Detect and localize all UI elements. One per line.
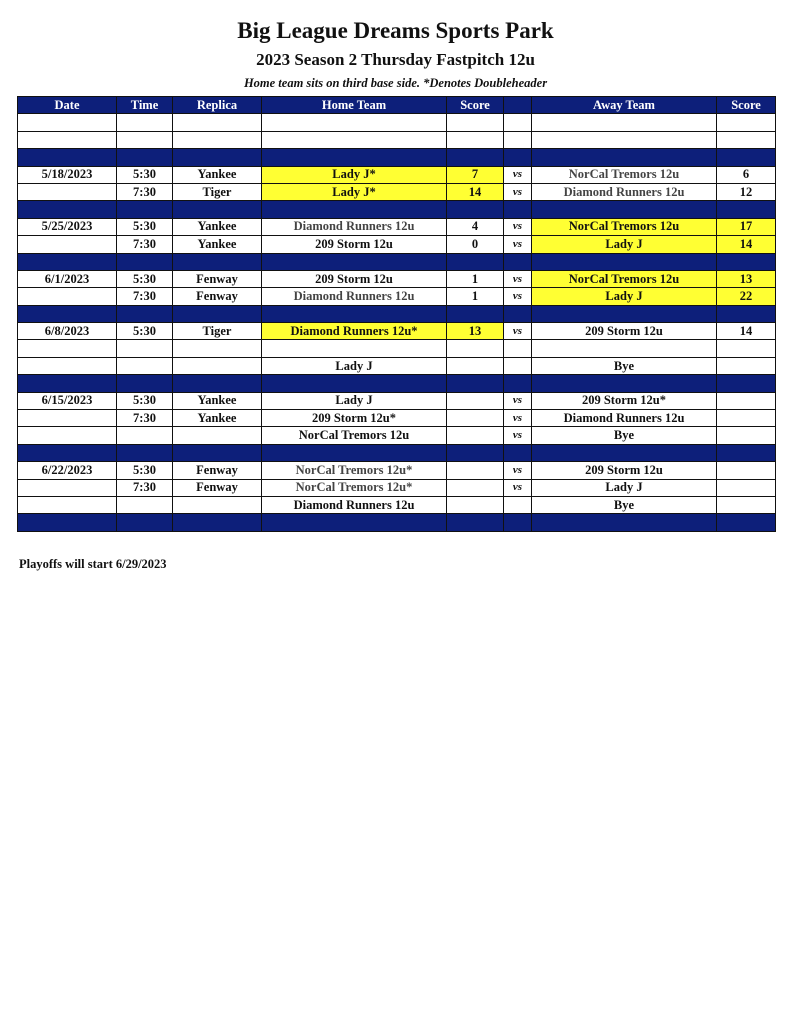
cell-home-team bbox=[262, 201, 447, 218]
playoffs-note: Playoffs will start 6/29/2023 bbox=[19, 557, 167, 571]
cell-away-team bbox=[532, 444, 717, 461]
cell-home-score bbox=[447, 410, 504, 427]
cell-vs bbox=[504, 496, 532, 513]
cell-date: 6/22/2023 bbox=[18, 462, 117, 479]
cell-home-score bbox=[447, 514, 504, 531]
cell-away-team: Bye bbox=[532, 357, 717, 374]
cell-date bbox=[18, 427, 117, 444]
cell-replica: Yankee bbox=[173, 392, 262, 409]
cell-vs: vs bbox=[504, 392, 532, 409]
cell-date: 5/25/2023 bbox=[18, 218, 117, 235]
cell-away-team: NorCal Tremors 12u bbox=[532, 218, 717, 235]
cell-date: 5/18/2023 bbox=[18, 166, 117, 183]
cell-home-team: 209 Storm 12u bbox=[262, 236, 447, 253]
cell-home-team bbox=[262, 514, 447, 531]
cell-replica: Fenway bbox=[173, 479, 262, 496]
cell-vs: vs bbox=[504, 166, 532, 183]
schedule-note: Home team sits on third base side. *Denotes Doubleheader bbox=[243, 76, 548, 90]
cell-vs: vs bbox=[504, 479, 532, 496]
cell-replica: Tiger bbox=[173, 183, 262, 200]
cell-away-team bbox=[532, 253, 717, 270]
table-row bbox=[18, 496, 776, 513]
cell-away-team bbox=[532, 201, 717, 218]
cell-away-score bbox=[717, 253, 776, 270]
cell-date bbox=[18, 236, 117, 253]
cell-vs: vs bbox=[504, 410, 532, 427]
table-row bbox=[18, 114, 776, 131]
cell-vs bbox=[504, 514, 532, 531]
cell-time: 7:30 bbox=[117, 288, 173, 305]
col-header-replica: Replica bbox=[173, 97, 262, 114]
cell-vs bbox=[504, 114, 532, 131]
cell-date bbox=[18, 444, 117, 461]
cell-home-team: 209 Storm 12u bbox=[262, 270, 447, 287]
cell-time bbox=[117, 496, 173, 513]
cell-home-team: Lady J bbox=[262, 357, 447, 374]
cell-away-score: 12 bbox=[717, 183, 776, 200]
cell-away-score bbox=[717, 149, 776, 166]
cell-replica bbox=[173, 444, 262, 461]
cell-vs bbox=[504, 149, 532, 166]
cell-time: 5:30 bbox=[117, 218, 173, 235]
cell-home-score bbox=[447, 253, 504, 270]
cell-replica: Fenway bbox=[173, 462, 262, 479]
cell-home-score bbox=[447, 149, 504, 166]
cell-date bbox=[18, 410, 117, 427]
cell-away-score bbox=[717, 444, 776, 461]
page-subtitle: 2023 Season 2 Thursday Fastpitch 12u bbox=[256, 50, 535, 69]
cell-time bbox=[117, 131, 173, 148]
cell-time bbox=[117, 114, 173, 131]
col-header-away-score: Score bbox=[717, 97, 776, 114]
cell-replica bbox=[173, 201, 262, 218]
cell-date bbox=[18, 288, 117, 305]
cell-replica bbox=[173, 514, 262, 531]
cell-home-team: NorCal Tremors 12u* bbox=[262, 462, 447, 479]
cell-home-score: 13 bbox=[447, 323, 504, 340]
cell-away-team: Diamond Runners 12u bbox=[532, 410, 717, 427]
cell-home-team bbox=[262, 114, 447, 131]
cell-time bbox=[117, 201, 173, 218]
cell-home-score: 0 bbox=[447, 236, 504, 253]
cell-time bbox=[117, 444, 173, 461]
cell-date: 6/15/2023 bbox=[18, 392, 117, 409]
cell-time bbox=[117, 427, 173, 444]
table-header-row bbox=[18, 97, 776, 114]
cell-time: 7:30 bbox=[117, 410, 173, 427]
cell-away-team: 209 Storm 12u bbox=[532, 462, 717, 479]
cell-away-team: Lady J bbox=[532, 288, 717, 305]
cell-home-team: Lady J* bbox=[262, 166, 447, 183]
cell-date bbox=[18, 496, 117, 513]
cell-vs: vs bbox=[504, 288, 532, 305]
cell-away-score bbox=[717, 462, 776, 479]
table-row bbox=[18, 427, 776, 444]
cell-away-score bbox=[717, 340, 776, 357]
cell-vs bbox=[504, 253, 532, 270]
cell-replica bbox=[173, 427, 262, 444]
cell-away-team: Lady J bbox=[532, 479, 717, 496]
cell-home-team: NorCal Tremors 12u* bbox=[262, 479, 447, 496]
cell-away-score: 6 bbox=[717, 166, 776, 183]
table-row bbox=[18, 323, 776, 340]
cell-home-team: Diamond Runners 12u bbox=[262, 288, 447, 305]
cell-vs: vs bbox=[504, 462, 532, 479]
cell-time: 5:30 bbox=[117, 270, 173, 287]
cell-replica bbox=[173, 357, 262, 374]
cell-home-score bbox=[447, 392, 504, 409]
cell-date bbox=[18, 183, 117, 200]
cell-away-team bbox=[532, 131, 717, 148]
table-row bbox=[18, 479, 776, 496]
cell-home-team: Diamond Runners 12u bbox=[262, 496, 447, 513]
page-title: Big League Dreams Sports Park bbox=[237, 18, 554, 43]
cell-vs bbox=[504, 305, 532, 322]
cell-date bbox=[18, 479, 117, 496]
col-header-date: Date bbox=[18, 97, 117, 114]
cell-vs: vs bbox=[504, 218, 532, 235]
cell-vs: vs bbox=[504, 427, 532, 444]
cell-home-score bbox=[447, 375, 504, 392]
table-row bbox=[18, 166, 776, 183]
cell-home-team: Diamond Runners 12u* bbox=[262, 323, 447, 340]
cell-replica: Yankee bbox=[173, 166, 262, 183]
cell-time: 5:30 bbox=[117, 323, 173, 340]
cell-away-team: Diamond Runners 12u bbox=[532, 183, 717, 200]
cell-home-score bbox=[447, 131, 504, 148]
cell-replica bbox=[173, 253, 262, 270]
cell-replica bbox=[173, 496, 262, 513]
cell-away-team: Bye bbox=[532, 427, 717, 444]
cell-replica bbox=[173, 340, 262, 357]
cell-away-team: NorCal Tremors 12u bbox=[532, 270, 717, 287]
cell-away-score bbox=[717, 357, 776, 374]
cell-away-team bbox=[532, 340, 717, 357]
col-header-home-score: Score bbox=[447, 97, 504, 114]
cell-date bbox=[18, 357, 117, 374]
cell-away-score bbox=[717, 427, 776, 444]
cell-home-score: 7 bbox=[447, 166, 504, 183]
col-header-vs bbox=[504, 97, 532, 114]
separator-row bbox=[18, 375, 776, 392]
separator-row bbox=[18, 201, 776, 218]
cell-away-team bbox=[532, 114, 717, 131]
cell-home-team bbox=[262, 375, 447, 392]
cell-time bbox=[117, 514, 173, 531]
cell-home-team bbox=[262, 149, 447, 166]
cell-away-team: 209 Storm 12u bbox=[532, 323, 717, 340]
cell-replica: Fenway bbox=[173, 270, 262, 287]
cell-away-score: 13 bbox=[717, 270, 776, 287]
cell-time: 5:30 bbox=[117, 166, 173, 183]
cell-date bbox=[18, 114, 117, 131]
cell-date bbox=[18, 514, 117, 531]
col-header-away-team: Away Team bbox=[532, 97, 717, 114]
cell-vs bbox=[504, 444, 532, 461]
cell-time bbox=[117, 375, 173, 392]
col-header-home-team: Home Team bbox=[262, 97, 447, 114]
cell-replica bbox=[173, 131, 262, 148]
cell-date bbox=[18, 340, 117, 357]
cell-home-team: Lady J* bbox=[262, 183, 447, 200]
table-row bbox=[18, 357, 776, 374]
cell-home-score bbox=[447, 479, 504, 496]
table-row bbox=[18, 288, 776, 305]
cell-away-score: 22 bbox=[717, 288, 776, 305]
separator-row bbox=[18, 149, 776, 166]
schedule-table bbox=[17, 96, 776, 532]
cell-away-score: 17 bbox=[717, 218, 776, 235]
cell-home-score bbox=[447, 201, 504, 218]
separator-row bbox=[18, 514, 776, 531]
cell-vs: vs bbox=[504, 323, 532, 340]
cell-away-score: 14 bbox=[717, 236, 776, 253]
cell-away-score: 14 bbox=[717, 323, 776, 340]
cell-time: 7:30 bbox=[117, 236, 173, 253]
cell-away-score bbox=[717, 375, 776, 392]
col-header-time: Time bbox=[117, 97, 173, 114]
table-row bbox=[18, 236, 776, 253]
cell-away-team: NorCal Tremors 12u bbox=[532, 166, 717, 183]
table-row bbox=[18, 183, 776, 200]
cell-away-score bbox=[717, 514, 776, 531]
cell-time bbox=[117, 149, 173, 166]
cell-home-team bbox=[262, 131, 447, 148]
separator-row bbox=[18, 305, 776, 322]
cell-away-team bbox=[532, 305, 717, 322]
cell-vs: vs bbox=[504, 270, 532, 287]
table-row bbox=[18, 270, 776, 287]
cell-time: 5:30 bbox=[117, 392, 173, 409]
cell-date: 6/1/2023 bbox=[18, 270, 117, 287]
cell-home-team bbox=[262, 444, 447, 461]
cell-home-team: 209 Storm 12u* bbox=[262, 410, 447, 427]
table-row bbox=[18, 462, 776, 479]
cell-away-score bbox=[717, 131, 776, 148]
cell-home-score bbox=[447, 357, 504, 374]
cell-away-team bbox=[532, 514, 717, 531]
cell-away-team: Lady J bbox=[532, 236, 717, 253]
cell-vs: vs bbox=[504, 183, 532, 200]
cell-replica: Yankee bbox=[173, 218, 262, 235]
cell-away-score bbox=[717, 392, 776, 409]
cell-away-team bbox=[532, 375, 717, 392]
cell-home-score bbox=[447, 305, 504, 322]
cell-vs bbox=[504, 340, 532, 357]
cell-vs bbox=[504, 201, 532, 218]
table-row bbox=[18, 131, 776, 148]
cell-replica: Tiger bbox=[173, 323, 262, 340]
separator-row bbox=[18, 253, 776, 270]
cell-away-team bbox=[532, 149, 717, 166]
cell-date bbox=[18, 305, 117, 322]
cell-replica: Yankee bbox=[173, 236, 262, 253]
cell-replica bbox=[173, 149, 262, 166]
cell-date bbox=[18, 149, 117, 166]
cell-away-team: Bye bbox=[532, 496, 717, 513]
cell-home-team: NorCal Tremors 12u bbox=[262, 427, 447, 444]
cell-away-score bbox=[717, 410, 776, 427]
cell-away-score bbox=[717, 479, 776, 496]
cell-away-score bbox=[717, 496, 776, 513]
cell-vs: vs bbox=[504, 236, 532, 253]
cell-replica bbox=[173, 375, 262, 392]
cell-date: 6/8/2023 bbox=[18, 323, 117, 340]
cell-away-score bbox=[717, 305, 776, 322]
separator-row bbox=[18, 444, 776, 461]
cell-replica: Yankee bbox=[173, 410, 262, 427]
cell-home-score bbox=[447, 340, 504, 357]
cell-time: 5:30 bbox=[117, 462, 173, 479]
cell-home-score bbox=[447, 496, 504, 513]
cell-time bbox=[117, 305, 173, 322]
cell-time bbox=[117, 340, 173, 357]
cell-away-score bbox=[717, 114, 776, 131]
cell-home-score: 14 bbox=[447, 183, 504, 200]
cell-vs bbox=[504, 131, 532, 148]
cell-home-score bbox=[447, 462, 504, 479]
table-row bbox=[18, 392, 776, 409]
cell-home-team bbox=[262, 305, 447, 322]
table-row bbox=[18, 218, 776, 235]
cell-time: 7:30 bbox=[117, 479, 173, 496]
cell-time bbox=[117, 253, 173, 270]
cell-replica bbox=[173, 114, 262, 131]
cell-vs bbox=[504, 357, 532, 374]
cell-home-score: 4 bbox=[447, 218, 504, 235]
cell-home-score bbox=[447, 444, 504, 461]
cell-away-team: 209 Storm 12u* bbox=[532, 392, 717, 409]
cell-away-score bbox=[717, 201, 776, 218]
cell-vs bbox=[504, 375, 532, 392]
cell-home-score bbox=[447, 427, 504, 444]
cell-date bbox=[18, 375, 117, 392]
schedule-body bbox=[18, 114, 776, 531]
cell-home-team bbox=[262, 340, 447, 357]
cell-home-team: Diamond Runners 12u bbox=[262, 218, 447, 235]
cell-replica bbox=[173, 305, 262, 322]
cell-home-score: 1 bbox=[447, 270, 504, 287]
cell-time: 7:30 bbox=[117, 183, 173, 200]
cell-date bbox=[18, 253, 117, 270]
cell-date bbox=[18, 201, 117, 218]
cell-date bbox=[18, 131, 117, 148]
table-row bbox=[18, 410, 776, 427]
cell-home-score bbox=[447, 114, 504, 131]
cell-time bbox=[117, 357, 173, 374]
cell-home-team: Lady J bbox=[262, 392, 447, 409]
cell-home-team bbox=[262, 253, 447, 270]
cell-home-score: 1 bbox=[447, 288, 504, 305]
cell-replica: Fenway bbox=[173, 288, 262, 305]
table-row bbox=[18, 340, 776, 357]
